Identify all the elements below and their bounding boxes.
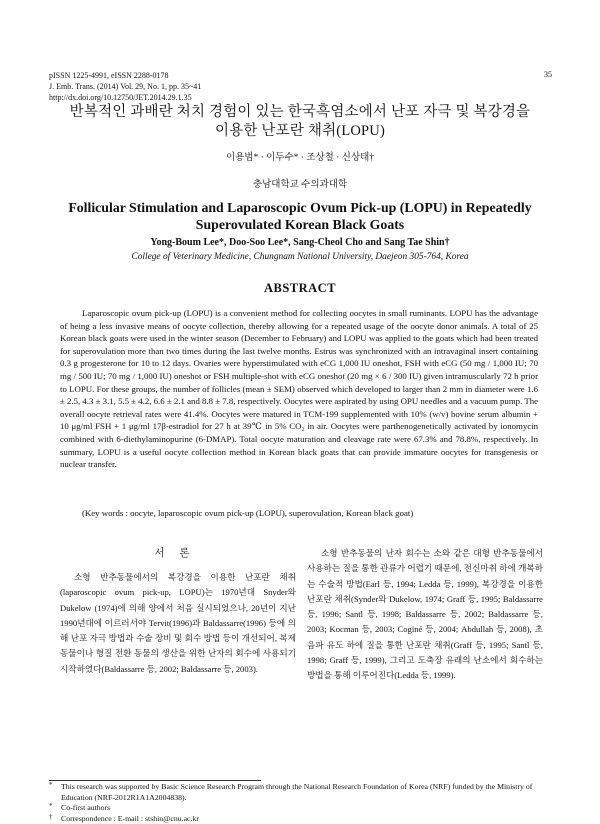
abstract-body	[60, 307, 538, 471]
footnote-funding	[49, 782, 551, 803]
intro-paragraph: 소형 반추동물에서의 복강경을 이용한 난포란 채취(laparoscopic ovum pick-up, LOPU)는 1970년대 Snyder와 Dukelow (1974)에 의해 양에서 처음 실시되었으나, 20년이 지난 1990년대에 이르러서야 Tervit(1996)과 Baldassarre(1996) 등에 의해 난포 자극 방법과 수술 장비 및 회수 방법 등이 개선되어, 복제 동물이나 형질 전환 동물의 생산을 위한 난자의 회수에 사용되기 시작하였다(Baldassarre 등, 2002; Baldassarre 등, 2003).	[60, 572, 296, 674]
footnote-mark: *	[49, 781, 53, 789]
footnote-text: Co-first authors	[61, 803, 111, 813]
page-number: 35	[544, 70, 552, 79]
footnote-mark: †	[49, 812, 53, 821]
abstract-paragraph: Laparoscopic ovum pick-up (LOPU) is a convenient method for collecting oocytes in small ruminants. LOPU has the advantage of being a less invasive means of oocyte collection, thereby allowing for a repeated usage of the oocyte donor animals. A total of 25 Korean black goats were used in the winter season (December to February) and LOPU was applied to the goats which had been treated for superovulation more than two times during the last twelve months. Estrus was synchronized with an intravaginal insert containing 0.3 g progesterone for 10 to 12 days. Ovaries were hyperstimulated with eCG 1,000 IU oneshot, FSH with eCG (50 mg / 1,000 IU; 70 mg / 500 IU; 70 mg / 1,000 IU) oneshot or FSH multiple-shot with eCG oneshot (20 mg × 6 / 300 IU) given intramuscularly 72 h prior to LOPU. For these groups, the number of follicles (mean ± SEM) observed which developed to larger than 2 mm in diameter were 1.6 ± 2.5, 4.3 ± 3.1, 5.5 ± 4.2, 6.6 ± 2.1 and 8.8 ± 7.8, respectively. Oocytes were aspirated by using OPU needles and a vacuum pump. The overall oocyte retrieval rates were 41.4%. Oocytes were matured in TCM-199 supplemented with 10% (w/v) bovine serum albumin + 10 μg/ml FSH + 1 μg/ml 17β-estradiol for 27 h at 39℃ in 5% CO₂ in air. Oocytes were parthenogenetically activated by ionomycin combined with 6-diethylaminopurine (6-DMAP). Total oocyte maturation and cleavage rate were 67.3% and 78.8%, respectively. In summary, LOPU is a useful oocyte collection method in Korean black goats that can provide immature oocytes for transgenesis or nuclear transfer.	[60, 308, 538, 470]
korean-affiliation: 충남대학교 수의과대학	[252, 180, 348, 190]
footnote-cofirst	[49, 803, 551, 814]
intro-paragraph: 소형 반추동물의 난자 회수는 소와 같은 대형 반추동물에서 사용하는 질을 통한 관류가 어렵기 때문에, 전신마취 하에 개복하는 수술적 방법(Earl 등, 1994; Ledda 등, 1999), 복강경을 이용한 난포란 채취(Synder와 Dukelow, 1974; Graff 등, 1995; Baldassarre 등, 1996; Santl 등, 1998; Baldassarre 등, 2002; Baldassarre 등, 2003; Kocman 등, 2003; Coginé 등, 2004; Abdullah 등, 2008), 초음파 유도 하에 질을 통한 난포란 채취(Graff 등, 1995; Santl 등, 1998; Graff 등, 1999), 그리고 도축장 유래의 난소에서 회수하는 방법을 통해 이루어진다(Ledda 등, 1999).	[307, 548, 543, 681]
english-title-line-2: Superovulated Korean Black Goats	[195, 217, 405, 232]
korean-title	[40, 103, 560, 141]
intro-left-column	[60, 570, 296, 677]
journal-header	[49, 70, 349, 103]
citation-line: J. Emb. Trans. (2014) Vol. 29, No. 1, pp. 35~41	[49, 82, 202, 91]
footnote-text: Correspondence : E-mail : stshin@cnu.ac.kr	[61, 813, 199, 823]
abstract-heading: ABSTRACT	[263, 281, 337, 295]
korean-authors: 이용범* · 이두수* · 조상철 · 신상태†	[225, 153, 375, 163]
footnote-text: This research was supported by Basic Science Research Program through the National Research Foundation of Korea (NRF) funded by the Ministry of Education (NRF-2012R1A1A2004838).	[61, 782, 533, 802]
doi-link[interactable]: http://dx.doi.org/10.12750/JET.2014.29.1.35	[49, 93, 192, 102]
footnote-correspondence	[49, 814, 551, 824]
intro-heading: 서 론	[154, 548, 196, 559]
issn-line: pISSN 1225-4991, eISSN 2288-0178	[49, 71, 169, 80]
korean-title-line-2: 이용한 난포란 채취(LOPU)	[214, 123, 386, 139]
english-title	[40, 199, 560, 233]
footnote-mark: *	[49, 802, 53, 811]
footnote-divider	[49, 780, 261, 781]
footnotes	[49, 782, 551, 824]
english-authors: Yong-Boum Lee*, Doo-Soo Lee*, Sang-Cheol Cho and Sang Tae Shin†	[150, 237, 450, 248]
keywords: (Key words : oocyte, laparoscopic ovum pick-up (LOPU), superovulation, Korean black goat)	[82, 508, 414, 518]
english-title-line-1: Follicular Stimulation and Laparoscopic Ovum Pick-up (LOPU) in Repeatedly	[68, 200, 532, 215]
english-affiliation: College of Veterinary Medicine, Chungnam National University, Daejeon 305-764, Korea	[131, 252, 469, 262]
korean-title-line-1: 반복적인 과배란 처치 경험이 있는 한국흑염소에서 난포 자극 및 복강경을	[69, 104, 531, 120]
intro-right-column	[307, 546, 543, 684]
